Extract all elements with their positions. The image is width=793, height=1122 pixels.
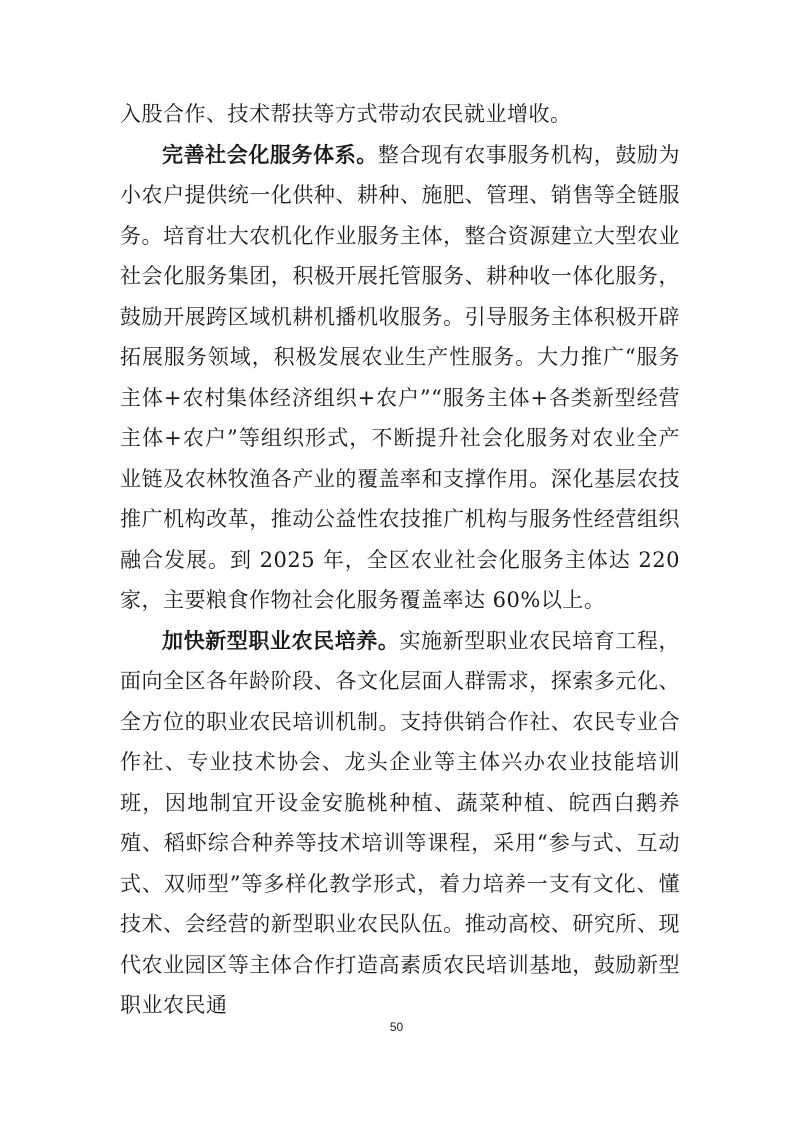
paragraph-farmer-training bbox=[120, 621, 680, 1026]
paragraph-continuation bbox=[120, 94, 680, 135]
paragraph-text: 整合现有农事服务机构，鼓励为小农户提供统一化供种、耕种、施肥、管理、销售等全链服务。培育壮大农机化作业服务主体，整合资源建立大型农业社会化服务集团，积极开展托管服务、耕种收一体化服务，鼓励开展跨区域机耕机播机收服务。引导服务主体积极开辟拓展服务领域，积极发展农业生产性服务。大力推广“服务主体+农村集体经济组织+农户”“服务主体+各类新型经营主体+农户”等组织形式，不断提升社会化服务对农业全产业链及农林牧渔各产业的覆盖率和支撑作用。深化基层农技推广机构改革，推动公益性农技推广机构与服务性经营组织融合发展。到 2025 年，全区农业社会化服务主体达 220 家，主要粮食作物社会化服务覆盖率达 60%以上。 bbox=[120, 142, 681, 612]
paragraph-heading: 加快新型职业农民培养。 bbox=[162, 628, 400, 653]
paragraph-heading: 完善社会化服务体系。 bbox=[162, 142, 378, 167]
page-number: 50 bbox=[389, 1020, 404, 1034]
body-text bbox=[120, 94, 680, 1026]
paragraph-text: 实施新型职业农民培育工程，面向全区各年龄阶段、各文化层面人群需求，探索多元化、全方位的职业农民培训机制。支持供销合作社、农民专业合作社、专业技术协会、龙头企业等主体兴办农业技能培训班，因地制宜开设金安脆桃种植、蔬菜种植、皖西白鹅养殖、稻虾综合种养等技术培训等课程，采用“参与式、互动式、双师型”等多样化教学形式，着力培养一支有文化、懂技术、会经营的新型职业农民队伍。推动高校、研究所、现代农业园区等主体合作打造高素质农民培训基地，鼓励新型职业农民通 bbox=[120, 628, 681, 1017]
paragraph-social-services bbox=[120, 135, 680, 621]
paragraph-text: 入股合作、技术帮扶等方式带动农民就业增收。 bbox=[120, 102, 572, 126]
